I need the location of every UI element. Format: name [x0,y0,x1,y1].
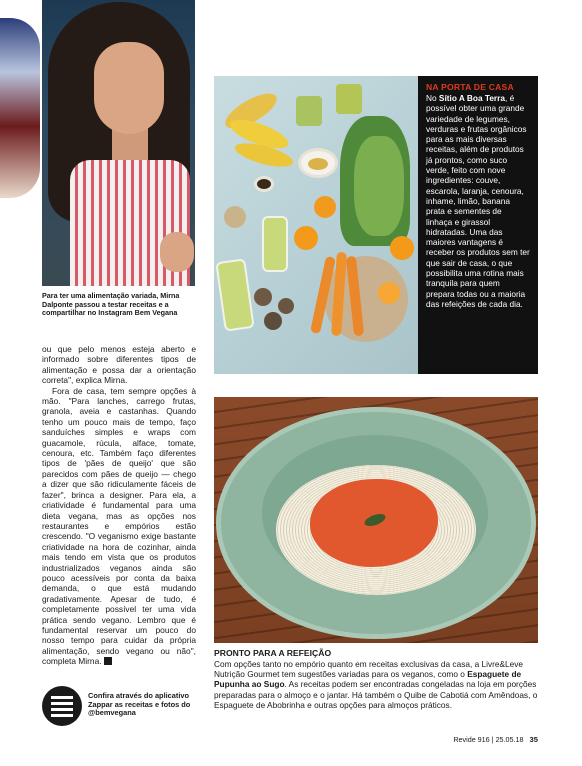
article-body [42,344,196,667]
pasta-caption-text [214,659,538,710]
zappar-block [42,686,196,728]
pasta-caption-highlight: Espaguete de Pupunha ao Sugo [214,669,522,690]
body-paragraph-2 [42,386,196,667]
pasta-caption [214,648,538,710]
jar-photo-crop [0,18,40,198]
sidebar-text [426,93,530,309]
portrait-caption: Para ter uma alimentação variada, Mirna Dalponte passou a testar receitas e a compartilhar no Instagram Bem Vegana [42,291,180,318]
footer-separator: | [491,735,496,744]
pasta-photo [214,397,538,643]
sidebar-intro: No [426,93,439,103]
page-number: 35 [529,735,538,744]
body-paragraph-2-text: Fora de casa, tem sempre opções à mão. "Para lanches, carrego frutas, granola, aveia e castanhas. Quando tenho um pouco mais de tempo, faço sanduíches simples e wraps com guacamole, rúcula, alface, tomate, cenoura, etc. Também faço diferentes tipos de 'pães de queijo' que são parecidos com pães de queijo — chego a dizer que são ridiculamente fáceis de fazer", brinca a designer. Para ela, a criatividade é fundamental para uma dieta vegana, mas as opções nos restaurantes e empórios estão crescendo. "O veganismo exige bastante criatividade na hora de cozinhar, ainda mais tendo em vista que os produtos industrializados veganos ainda são pouco acessíveis por conta da baixa demanda, o que está mudando gradativamente. Apesar de tudo, é completamente possível ter uma vida prática sendo vegano. Lembro que é fundamental reservar um pouco do nosso tempo para cuidar da própria alimentação, sendo vegano ou não", completa Mirna. [42,385,196,667]
zappar-text: Confira através do aplicativo Zappar as receitas e fotos do @bemvegana [88,691,191,718]
sidebar-kicker: NA PORTA DE CASA [426,82,514,92]
portrait-hand [160,232,194,272]
footer-date: 25.05.18 [495,735,524,744]
end-mark-icon [104,657,112,665]
portrait-face [94,42,164,134]
footer-magazine: Revide 916 [453,735,490,744]
sidebar-body: , é possível obter uma grande variedade de legumes, verduras e frutas orgânicos para as mais diversas receitas, além de produtos já prontos, como suco verde, feito com nove ingredientes: couve, escarola, laranja, cenoura, inhame, limão, banana prata e sementes de linhaça e girassol hidratadas. Uma das maiores vantagens é receber os produtos sem ter que sair de casa, o que possibilita uma rotina mais tranquila para quem prepara todas ou a maioria das refeições de cada dia. [426,93,530,309]
page-footer [453,735,538,744]
sidebar-box [418,76,538,374]
zappar-code-icon[interactable] [42,686,82,726]
pasta-caption-b: . As receitas podem ser encontradas congeladas na loja em porções preparadas para o almoço e o jantar. Há também o Quibe de Cabotiá com Amêndoas, o Espaguete de Abobrinha e outras opções para almoços práticos. [214,679,538,710]
body-paragraph-1: ou que pelo menos esteja aberto e informado sobre diferentes tipos de alimentação e possa dar a orientação correta", explica Mirna. [42,344,196,386]
produce-photo [214,76,418,374]
pasta-caption-head: PRONTO PARA A REFEIÇÃO [214,648,332,658]
pasta-caption-a: Com opções tanto no empório quanto em receitas exclusivas da casa, a Livre&Leve Nutrição Gourmet tem sugestões variadas para os veganos, como o [214,659,523,680]
portrait-photo [42,0,195,286]
sidebar-highlight: Sítio A Boa Terra [438,93,506,103]
